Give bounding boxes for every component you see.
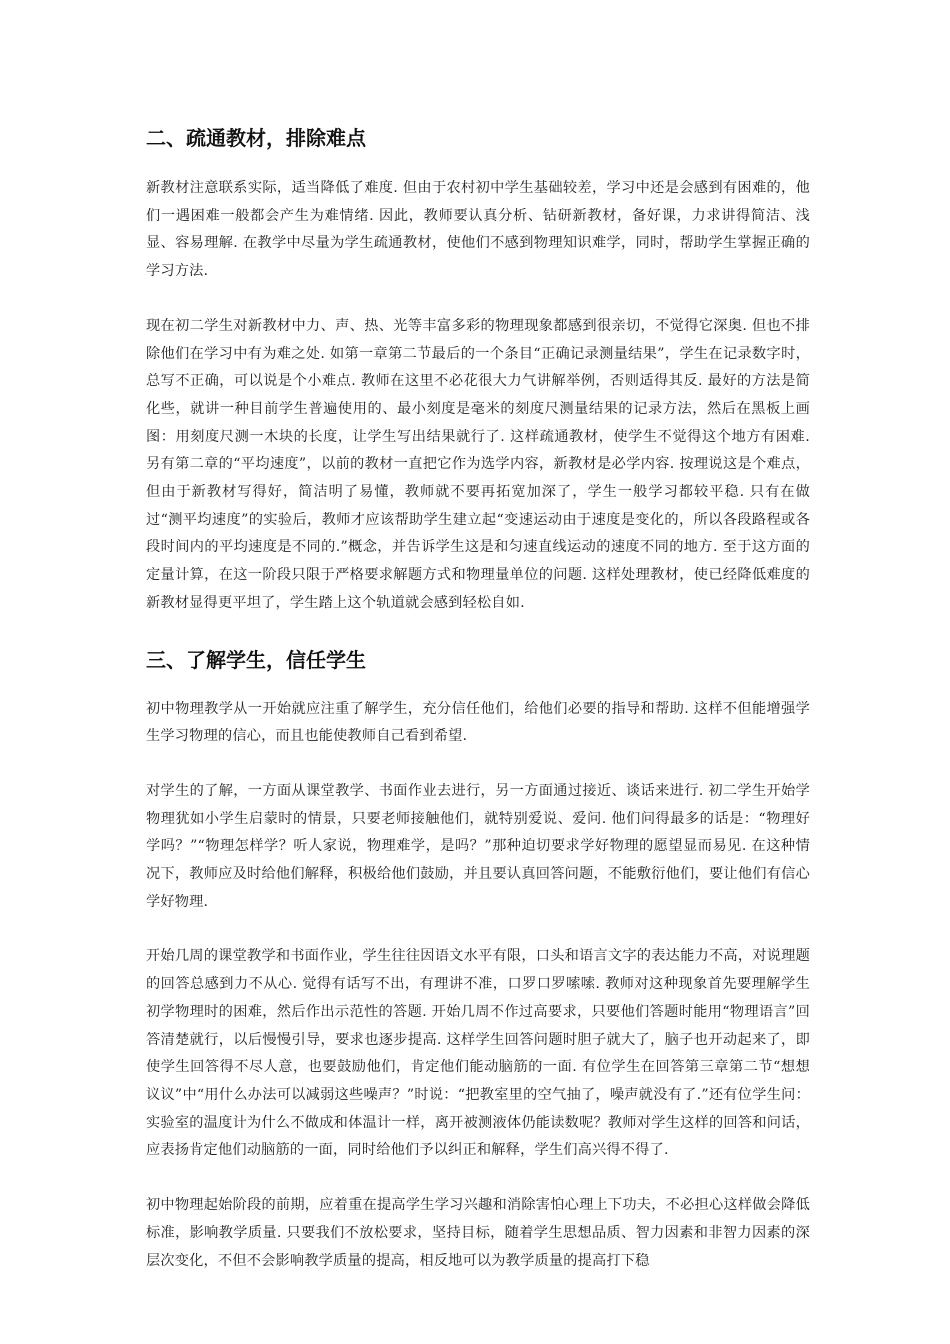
document-page (146, 118, 810, 1275)
paragraph: 现在初二学生对新教材中力、声、热、光等丰富多彩的物理现象都感到很亲切，不觉得它深奥. 但也不排除他们在学习中有为难之处. 如第一章第二节最后的一个条目“正确记录测量结果”，学生在记录数字时，总写不正确，可以说是个小难点. 教师在这里不必花很大力气讲解举例，否则适得其反. 最好的方法是简化些，就讲一种目前学生普遍使用的、最小刻度是毫米的刻度尺测量结果的记录方法，然后在黑板上画图：用刻度尺测一木块的长度，让学生写出结果就行了. 这样疏通教材，使学生不觉得这个地方有困难. 另有第二章的“平均速度”，以前的教材一直把它作为选学内容，新教材是必学内容. 按理说这是个难点，但由于新教材写得好，简洁明了易懂，教师就不要再拓宽加深了，学生一般学习都较平稳. 只有在做过“测平均速度”的实验后，教师才应该帮助学生建立起“变速运动由于速度是变化的，所以各段路程或各段时间内的平均速度是不同的.”概念，并告诉学生这是和匀速直线运动的速度不同的地方. 至于这方面的定量计算，在这一阶段只限于严格要求解题方式和物理量单位的问题. 这样处理教材，使已经降低难度的新教材显得更平坦了，学生踏上这个轨道就会感到轻松自如. (146, 317, 810, 611)
section-heading-3: 三、了解学生，信任学生 (146, 647, 366, 672)
paragraph: 开始几周的课堂教学和书面作业，学生往往因语文水平有限，口头和语言文字的表达能力不高，对说理题的回答总感到力不从心. 觉得有话写不出，有理讲不准，口罗口罗嗦嗦. 教师对这种现象首先要理解学生初学物理时的困难，然后作出示范性的答题. 开始几周不作过高要求，只要他们答题时能用“物理语言”回答清楚就行，以后慢慢引导，要求也逐步提高. 这样学生回答问题时胆子就大了，脑子也开动起来了，即使学生回答得不尽人意，也要鼓励他们，肯定他们能动脑筋的一面. 有位学生在回答第三章第二节“想想议议”中“用什么办法可以减弱这些噪声？”时说：“把教室里的空气抽了，噪声就没有了.”还有位学生问：实验室的温度计为什么不做成和体温计一样，离开被测液体仍能读数呢？教师对学生这样的回答和问话，应表扬肯定他们动脑筋的一面，同时给他们予以纠正和解释，学生们高兴得不得了. (146, 948, 810, 1159)
section-heading-2: 二、疏通教材，排除难点 (146, 126, 366, 150)
paragraph: 新教材注意联系实际，适当降低了难度. 但由于农村初中学生基础较差，学习中还是会感到有困难的，他们一遇困难一般都会产生为难情绪. 因此，教师要认真分析、钻研新教材，备好课，力求讲得简洁、浅显、容易理解. 在教学中尽量为学生疏通教材，使他们不感到物理知识难学，同时，帮助学生掌握正确的学习方法. (146, 180, 810, 280)
paragraph: 初中物理起始阶段的前期，应着重在提高学生学习兴趣和消除害怕心理上下功夫，不必担心这样做会降低标准，影响教学质量. 只要我们不放松要求，坚持目标，随着学生思想品质、智力因素和非智力因素的深层次变化，不但不会影响教学质量的提高，相反地可以为教学质量的提高打下稳 (146, 1197, 810, 1269)
paragraph: 初中物理教学从一开始就应注重了解学生，充分信任他们，给他们必要的指导和帮助. 这样不但能增强学生学习物理的信心，而且也能使教师自己看到希望. (146, 700, 810, 745)
paragraph: 对学生的了解，一方面从课堂教学、书面作业去进行，另一方面通过接近、谈话来进行. 初二学生开始学物理犹如小学生启蒙时的情景，只要老师接触他们，就特别爱说、爱问. 他们问得最多的话是：“物理好学吗？”“物理怎样学？听人家说，物理难学，是吗？”那种迫切要求学好物理的愿望显而易见. 在这种情况下，教师应及时给他们解释，积极给他们鼓励，并且要认真回答问题，不能敷衍他们，要让他们有信心学好物理. (146, 782, 810, 910)
